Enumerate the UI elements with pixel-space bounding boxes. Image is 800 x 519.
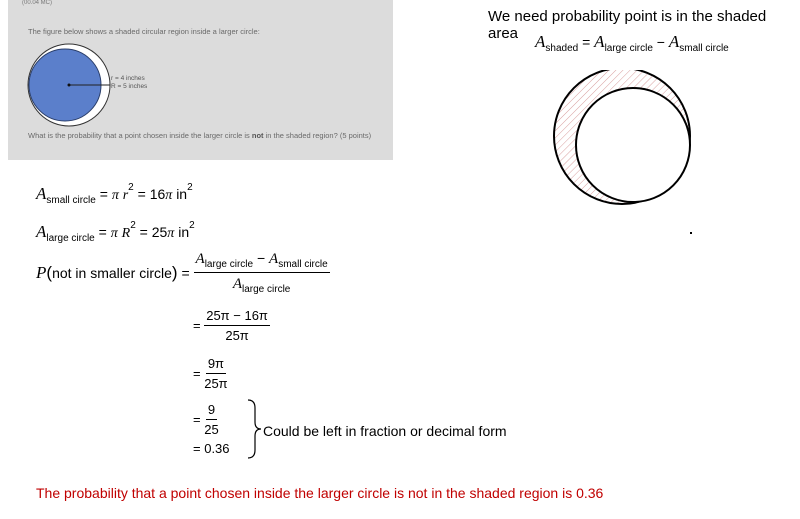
small-sub: small circle (679, 43, 729, 54)
step1-fraction (204, 308, 270, 343)
photo-intro-text: The figure below shows a shaded circular region inside a larger circle: (28, 27, 260, 36)
photo-question-bold: not (251, 131, 264, 140)
area-large-eq: $A_{large circle} = \pi$ $R^2 = 25\pi$ $in^2$ (36, 220, 195, 244)
photo-circles-figure (26, 42, 116, 127)
step4-value: 0.36 (204, 441, 230, 456)
header-text: We need probability point is in the shaded area (488, 8, 767, 42)
right-brace (245, 398, 265, 460)
large-sub: large circle (604, 43, 653, 54)
problem-photo (8, 0, 393, 160)
step3-eq: = $\frac{9}{25}$ (193, 402, 219, 437)
step3-num: 9 (206, 402, 217, 420)
step1-num: 25π − 16π (204, 308, 270, 326)
photo-question (28, 131, 371, 140)
step1-den: 25π (225, 328, 249, 343)
area-small-sub: small circle (46, 195, 96, 206)
area-small-eq: $A_{small circle} = \pi$ $r^2 = 16\pi$ $in^2$ (36, 182, 193, 206)
probability-eq: P ( not in smaller circle ) = $\frac{A_{large circle} - A_{small circle}}{A_{large circle}}$ (36, 250, 328, 295)
photo-question-b: in the shaded region? (5 points) (263, 131, 372, 140)
photo-center-dot (68, 84, 71, 87)
photo-question-a: What is the probability that a point chosen inside the larger circle is (28, 131, 252, 140)
area-small-unit: in (176, 186, 188, 202)
shaded-sub: shaded (545, 43, 579, 54)
step4-eq: = 0.36 (193, 441, 230, 456)
photo-label-r: r = 4 inches (111, 75, 145, 82)
area-large-unit: in (178, 224, 190, 240)
small-circle (576, 88, 690, 202)
step3-fraction (204, 402, 218, 437)
prob-num-b-sub: small circle (278, 259, 328, 270)
conclusion-text: The probability that a point chosen inside the larger circle is not in the shaded region is 0.36 (36, 485, 604, 501)
probability-inner: not in smaller circle (52, 264, 172, 281)
step2-den: 25π (204, 376, 228, 391)
area-large-sub: large circle (46, 233, 95, 244)
shaded-area-formula: $A_{shaded} = A_{large circle} - A_{small circle}$ (535, 32, 729, 54)
photo-label-R: R = 5 inches (111, 83, 148, 90)
photo-top-fragment: (00.04 MC) (22, 0, 53, 6)
step2-num: 9π (206, 356, 226, 374)
step3-den: 25 (204, 422, 219, 437)
probability-fraction: $\frac{A_{large circle} - A_{small circle}}{A_{large circle}}$ (195, 250, 328, 295)
step1-eq: = $\frac{25\pi - 16\pi}{25\pi}$ (193, 308, 268, 343)
prob-den-sub: large circle (242, 284, 291, 295)
area-large-value: 25 (151, 224, 168, 240)
stray-dot (690, 232, 692, 234)
prob-num-a-sub: large circle (204, 259, 254, 270)
brace-note: Could be left in fraction or decimal form (263, 423, 507, 439)
area-small-value: 16 (149, 186, 166, 202)
step2-fraction (204, 356, 227, 391)
shaded-circles-diagram (545, 70, 705, 210)
step2-eq: = $\frac{9\pi}{25\pi}$ (193, 356, 228, 391)
